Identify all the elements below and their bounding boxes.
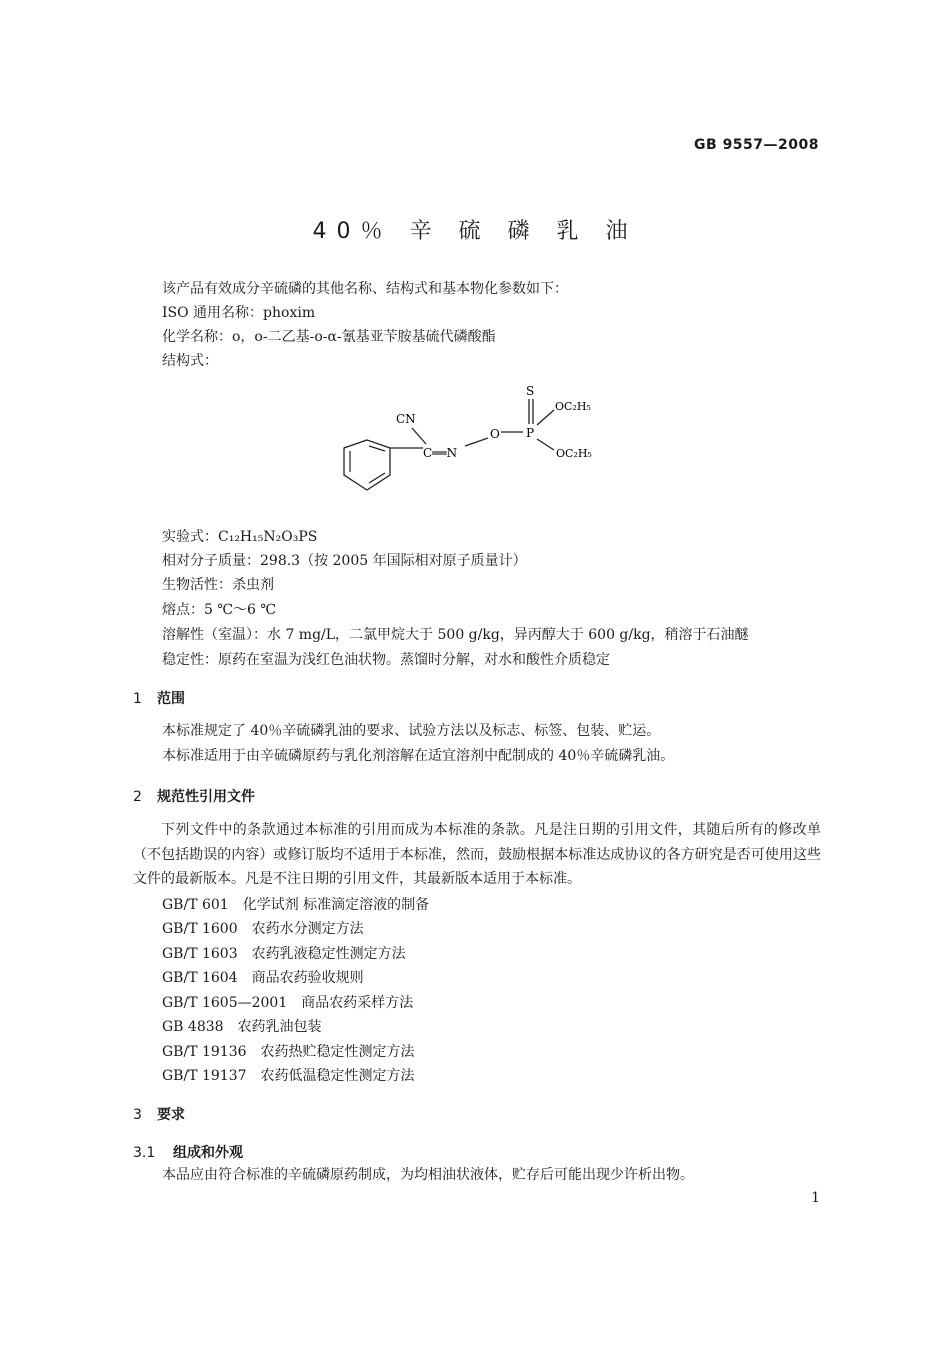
reference-item: GB/T 1604 商品农药验收规则: [162, 970, 364, 986]
section-3-1-text: 本品应由符合标准的辛硫磷原药制成，为均相油状液体，贮存后可能出现少许析出物。: [162, 1167, 694, 1183]
atom-o: O: [490, 427, 500, 441]
benzene-ring: [344, 440, 390, 490]
p-oc2h5-bond: [537, 439, 554, 450]
n-o-bond: [465, 438, 488, 446]
section-3-heading: 3 要求: [133, 1107, 185, 1123]
section-2-intro: 下列文件中的条款通过本标准的引用而成为本标准的条款。凡是注日期的引用文件，其随后所有的修改单（不包括勘误的内容）或修订版均不适用于本标准，然而，鼓励根据本标准达成协议的各方研究是否可使用这些文件的最新版本。凡是不注日期的引用文件，其最新版本适用于本标准。: [133, 822, 821, 887]
page-number: 1: [811, 1190, 820, 1206]
section-2-heading: 2 规范性引用文件: [133, 789, 255, 805]
reference-item: GB/T 1603 农药乳液稳定性测定方法: [162, 946, 406, 962]
molecular-mass: 相对分子质量：298.3（按 2005 年国际相对原子质量计）: [162, 553, 527, 569]
atom-p: P: [526, 426, 535, 440]
intro-lead: 该产品有效成分辛硫磷的其他名称、结构式和基本物化参数如下：: [162, 281, 568, 297]
reference-item: GB/T 19136 农药热贮稳定性测定方法: [162, 1044, 415, 1060]
structure-label: 结构式：: [162, 353, 218, 369]
reference-item: GB/T 19137 农药低温稳定性测定方法: [162, 1068, 415, 1084]
atom-cn: CN: [396, 412, 416, 426]
benzene-double-bond: [369, 473, 385, 483]
melting-point: 熔点：5 ℃～6 ℃: [162, 602, 277, 618]
iso-name: ISO 通用名称：phoxim: [162, 305, 316, 321]
formula-value: C₁₂H₁₅N₂O₃PS: [218, 529, 318, 545]
solubility: 溶解性（室温）：水 7 mg/L，二氯甲烷大于 500 g/kg，异丙醇大于 600 g/kg，稍溶于石油醚: [162, 627, 749, 643]
atom-s: S: [526, 384, 535, 398]
document-title: 40％ 辛 硫 磷 乳 油: [312, 219, 638, 244]
reference-item: GB/T 601 化学试剂 标准滴定溶液的制备: [162, 897, 430, 913]
reference-item: GB/T 1605—2001 商品农药采样方法: [162, 995, 414, 1011]
reference-item: GB 4838 农药乳油包装: [162, 1019, 322, 1035]
c-cn-bond: [412, 428, 426, 444]
group-c-n: C══N: [423, 446, 458, 460]
empirical-formula: 实验式：C₁₂H₁₅N₂O₃PS: [162, 529, 318, 545]
section-1-heading: 1 范围: [133, 691, 185, 707]
group-oc2h5-bottom: OC₂H₅: [556, 447, 592, 460]
benzene-double-bond: [369, 446, 385, 451]
standard-code: GB 9557—2008: [694, 137, 819, 153]
section-1-para-2: 本标准适用于由辛硫磷原药与乳化剂溶解在适宜溶剂中配制成的 40％辛硫磷乳油。: [162, 748, 675, 764]
section-1-para-1: 本标准规定了 40％辛硫磷乳油的要求、试验方法以及标志、标签、包装、贮运。: [162, 723, 661, 739]
biological-activity: 生物活性：杀虫剂: [162, 577, 274, 593]
group-oc2h5-top: OC₂H₅: [555, 400, 591, 413]
chemical-name: 化学名称：o，o-二乙基-o-α-氰基亚苄胺基硫代磷酸酯: [162, 329, 496, 345]
section-3-1-heading: 3.1 组成和外观: [133, 1145, 243, 1161]
p-oc2h5-bond: [537, 410, 554, 425]
reference-item: GB/T 1600 农药水分测定方法: [162, 921, 364, 937]
stability: 稳定性：原药在室温为浅红色油状物。蒸馏时分解，对水和酸性介质稳定: [162, 652, 610, 668]
structural-formula: [330, 380, 620, 505]
